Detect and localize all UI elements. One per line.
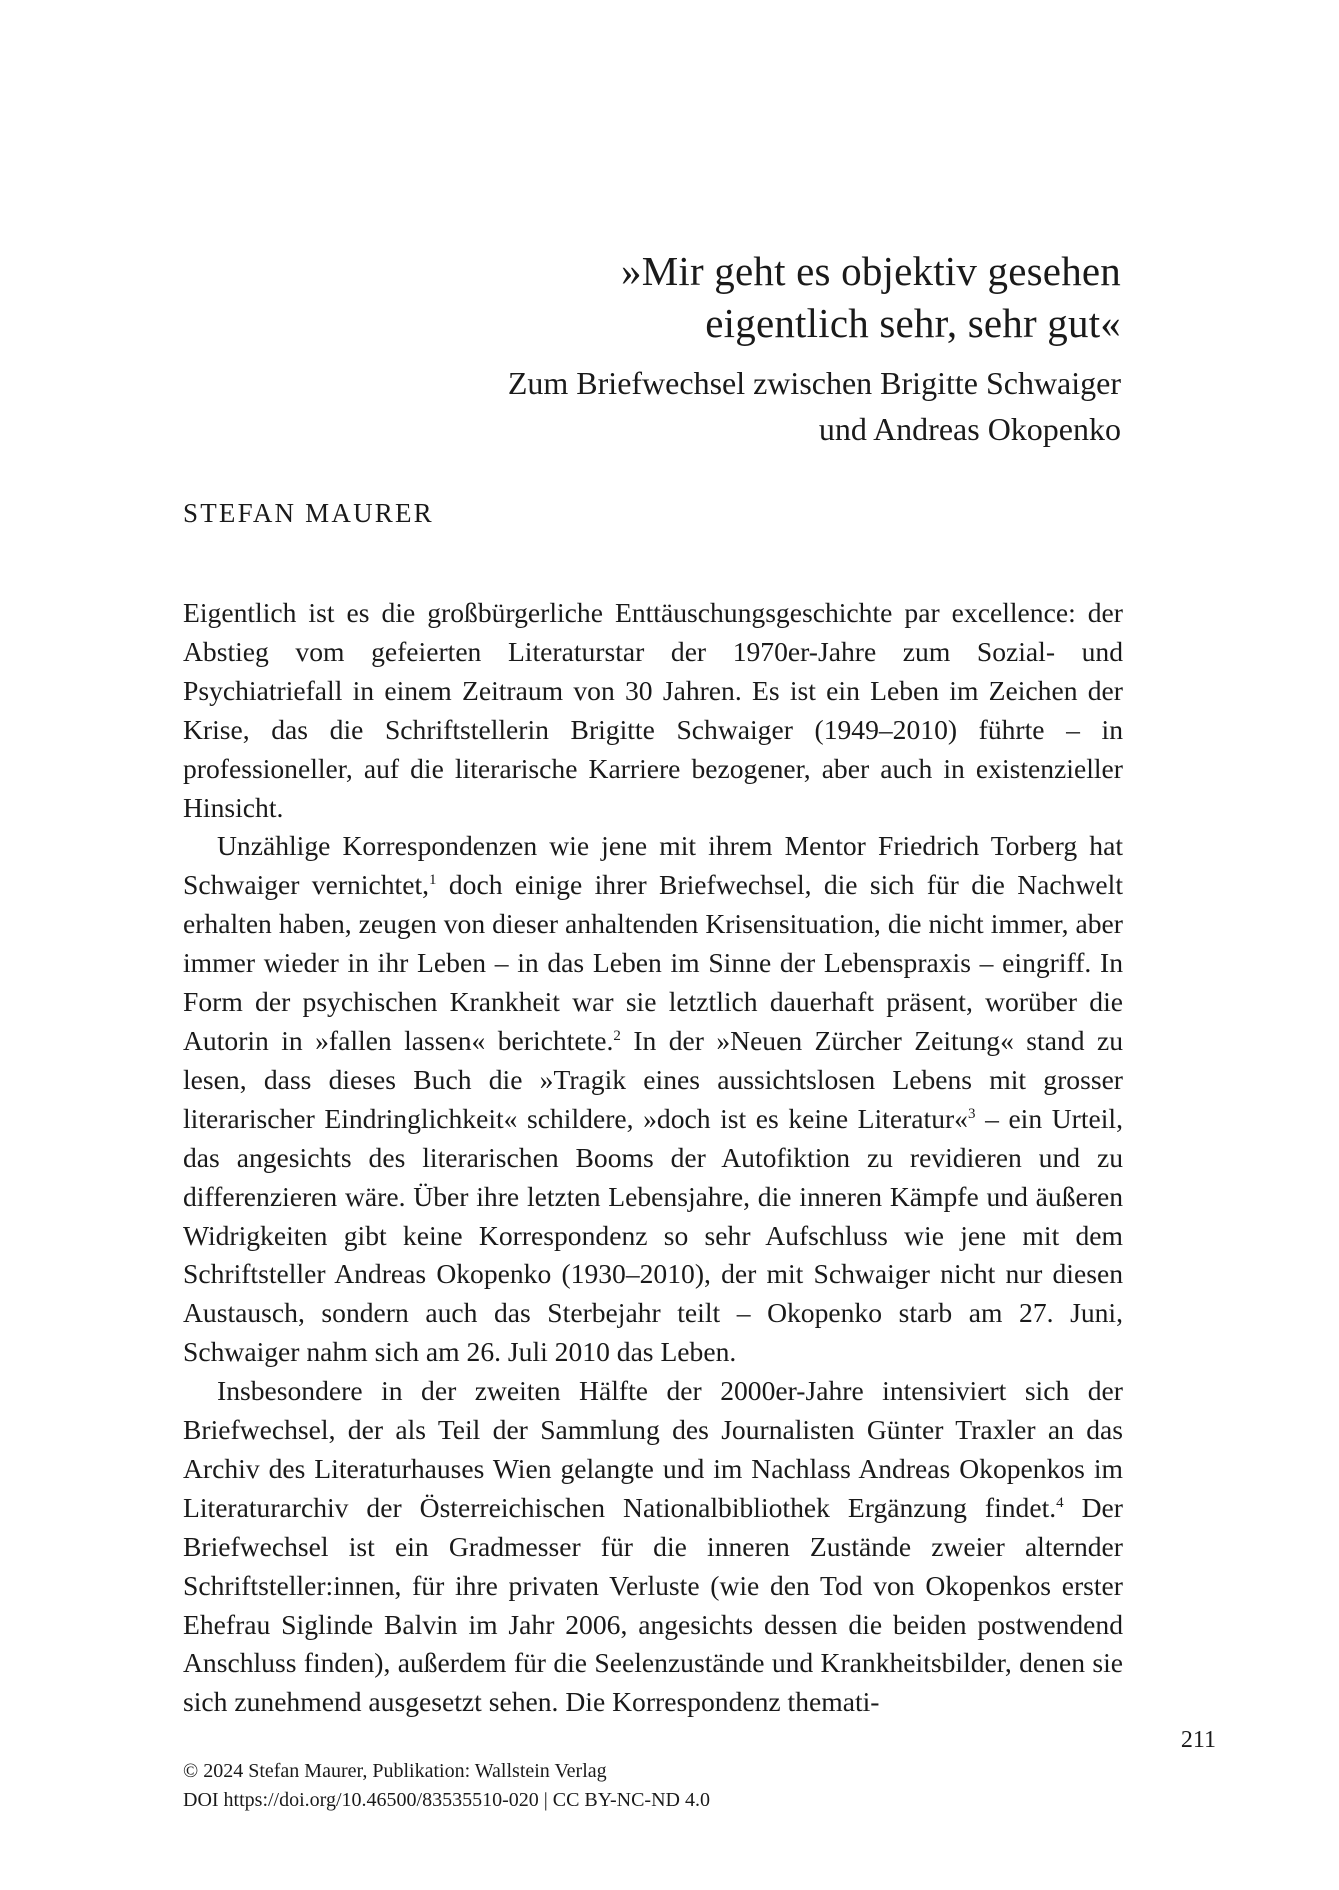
footer bbox=[183, 1757, 710, 1815]
footnote-ref-3[interactable]: 3 bbox=[967, 1105, 976, 1122]
footnote-ref-4[interactable]: 4 bbox=[1056, 1494, 1064, 1511]
article-subtitle bbox=[200, 360, 1121, 452]
paragraph-2-text-d: – ein Urteil, das angesichts des literarischen Booms der Autofiktion zu revidieren und zu differenzieren wäre. Über ihre letzten Lebensjahre, die inneren Kämpfe und äußeren Widrigkeiten gibt keine Korrespondenz so sehr Aufschluss wie jene mit dem Schriftsteller Andreas Okopenko (1930–2010), der mit Schwaiger nicht nur diesen Austausch, sondern auch das Sterbejahr teilt – Okopenko starb am 27. Juni, Schwaiger nahm sich am 26. Juli 2010 das Leben. bbox=[183, 1102, 1123, 1368]
paragraph-2-text-c: In der »Neuen Zürcher Zeitung« stand zu lesen, dass dieses Buch die »Tragik eines aussichtslosen Lebens mit grosser literarischer Eindringlichkeit« schildere, »doch ist es keine Literatur« bbox=[183, 1024, 1123, 1134]
paragraph-2-text-a: Unzählige Korrespondenzen wie jene mit ihrem Mentor Friedrich Torberg hat Schwaiger vernichtet, bbox=[183, 830, 1123, 901]
title-line-2: eigentlich sehr, sehr gut« bbox=[705, 300, 1121, 346]
article-title bbox=[200, 245, 1121, 349]
footnote-ref-1[interactable]: 1 bbox=[429, 872, 437, 889]
paragraph-2 bbox=[183, 827, 1123, 1372]
subtitle-line-2: und Andreas Okopenko bbox=[818, 411, 1121, 447]
subtitle-line-1: Zum Briefwechsel zwischen Brigitte Schwaiger bbox=[507, 365, 1121, 401]
doi-line[interactable]: DOI https://doi.org/10.46500/83535510-020 | CC BY-NC-ND 4.0 bbox=[183, 1789, 710, 1811]
body-text bbox=[183, 594, 1123, 1722]
copyright-line: © 2024 Stefan Maurer, Publikation: Wallstein Verlag bbox=[183, 1760, 607, 1782]
footnote-ref-2[interactable]: 2 bbox=[613, 1027, 621, 1044]
paragraph-1-text: Eigentlich ist es die großbürgerliche Enttäuschungsgeschichte par excellence: der Abstieg vom gefeierten Literaturstar der 1970er-Jahre zum Sozial- und Psychiatriefall in einem Zeitraum von 30 Jahren. Es ist ein Leben im Zeichen der Krise, das die Schriftstellerin Brigitte Schwaiger (1949–2010) führte – in professioneller, auf die literarische Karriere bezogener, aber auch in existenzieller Hinsicht. bbox=[183, 597, 1123, 823]
paragraph-2-text-b: doch einige ihrer Briefwechsel, die sich für die Nachwelt erhalten haben, zeugen von dieser anhaltenden Krisensituation, die nicht immer, aber immer wieder in ihr Leben – in das Leben im Sinne der Lebenspraxis – eingriff. In Form der psychischen Krankheit war sie letztlich dauerhaft präsent, worüber die Autorin in »fallen lassen« berichtete. bbox=[183, 869, 1123, 1056]
paragraph-1 bbox=[183, 594, 1123, 827]
page-number: 211 bbox=[1180, 1727, 1216, 1753]
paragraph-3-text-b: Der Briefwechsel ist ein Gradmesser für die inneren Zustände zweier alternder Schriftsteller:innen, für ihre privaten Verluste (wie den Tod von Okopenkos erster Ehefrau Siglinde Balvin im Jahr 2006, angesichts dessen die beiden postwendend Anschluss finden), außerdem für die Seelenzustände und Krankheitsbilder, denen sie sich zunehmend ausgesetzt sehen. Die Korrespondenz themati- bbox=[183, 1491, 1123, 1718]
paragraph-3-text-a: Insbesondere in der zweiten Hälfte der 2000er-Jahre intensiviert sich der Briefwechsel, der als Teil der Sammlung des Journalisten Günter Traxler an das Archiv des Literaturhauses Wien gelangte und im Nachlass Andreas Okopenkos im Literaturarchiv der Österreichischen Nationalbibliothek Ergänzung findet. bbox=[183, 1375, 1123, 1523]
author-name: STEFAN MAURER bbox=[183, 498, 434, 528]
paragraph-3 bbox=[183, 1372, 1123, 1722]
title-line-1: »Mir geht es objektiv gesehen bbox=[621, 248, 1121, 294]
